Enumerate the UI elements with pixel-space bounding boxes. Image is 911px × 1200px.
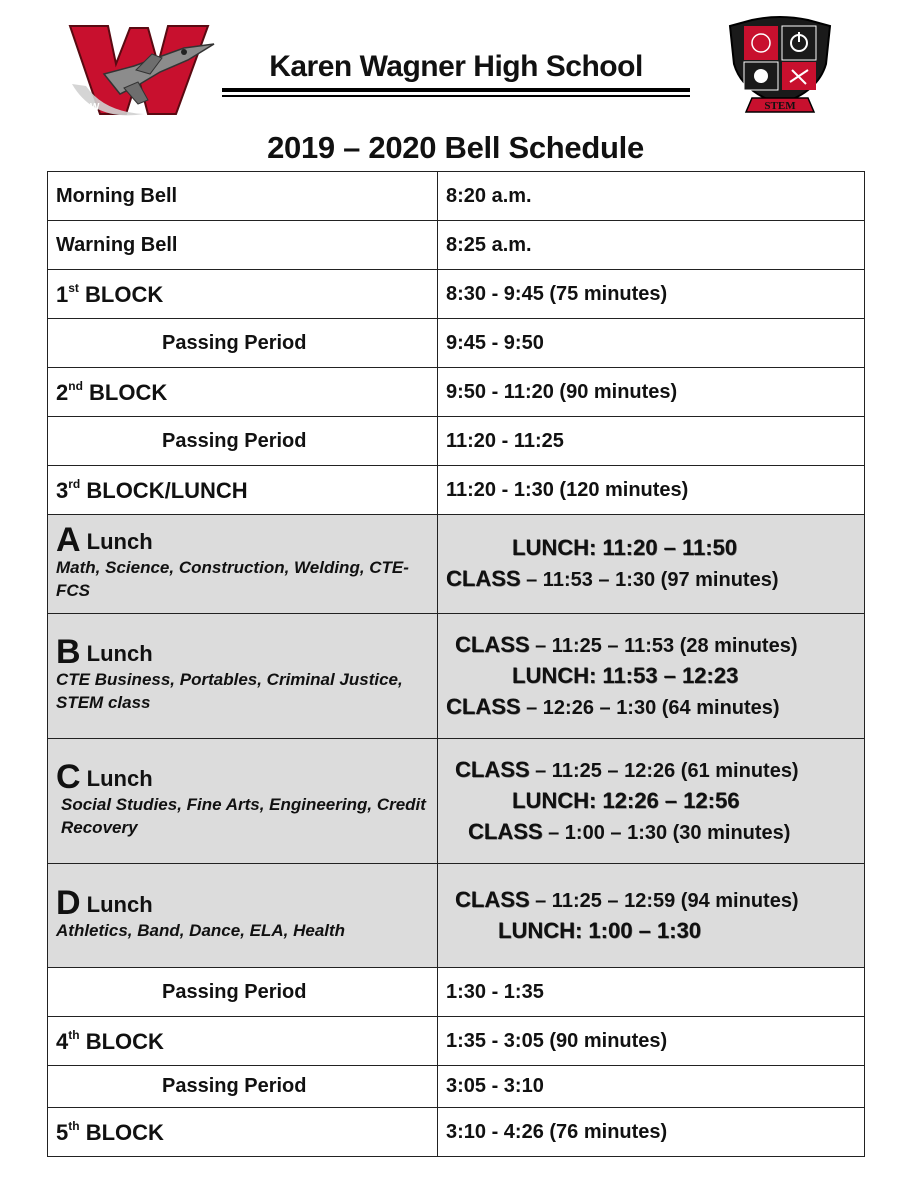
lunch-a-cell (48, 515, 438, 614)
lunch-a-title: A Lunch (56, 521, 153, 559)
schedule-title: 2019 – 2020 Bell Schedule (267, 130, 644, 165)
lunch-c-departments: Social Studies, Fine Arts, Engineering, Credit Recovery (61, 795, 426, 837)
w-jet-logo-icon (64, 14, 216, 122)
row-label: Passing Period (48, 417, 438, 466)
table-row (48, 221, 865, 270)
table-row (48, 739, 865, 864)
block-label: 3rd BLOCK/LUNCH (48, 466, 438, 515)
row-time: 1:35 - 3:05 (90 minutes) (438, 1017, 865, 1066)
title-underline (222, 88, 690, 92)
row-label: Passing Period (48, 968, 438, 1017)
block-label: 4th BLOCK (48, 1017, 438, 1066)
table-row (48, 466, 865, 515)
table-row (48, 864, 865, 968)
lunch-d-title: D Lunch (56, 884, 153, 922)
lunch-a-schedule: LUNCH: 11:20 – 11:50 CLASS – 11:53 – 1:30 (97 minutes) (438, 515, 865, 614)
lunch-b-departments: CTE Business, Portables, Criminal Justice, STEM class (56, 670, 403, 712)
row-time: 9:50 - 11:20 (90 minutes) (438, 368, 865, 417)
school-name: Karen Wagner High School (269, 50, 643, 83)
table-row (48, 172, 865, 221)
lunch-c-title: C Lunch (56, 758, 153, 796)
lunch-d-departments: Athletics, Band, Dance, ELA, Health (56, 921, 346, 940)
gear-icon (754, 69, 768, 83)
table-row (48, 968, 865, 1017)
lunch-b-title: B Lunch (56, 633, 153, 671)
table-row (48, 417, 865, 466)
block-label: 1st BLOCK (48, 270, 438, 319)
table-row (48, 614, 865, 739)
lunch-b-schedule: CLASS – 11:25 – 11:53 (28 minutes) LUNCH: 11:53 – 12:23 CLASS – 12:26 – 1:30 (64 minutes) (438, 614, 865, 739)
row-time: 3:05 - 3:10 (438, 1066, 865, 1108)
table-row (48, 515, 865, 614)
lunch-d-schedule: CLASS – 11:25 – 12:59 (94 minutes) LUNCH: 1:00 – 1:30 (438, 864, 865, 968)
block-label: 2nd BLOCK (48, 368, 438, 417)
crest-banner-text: STEM (764, 100, 796, 112)
row-time: 9:45 - 9:50 (438, 319, 865, 368)
logo-letter: W (90, 102, 100, 113)
table-row (48, 1066, 865, 1108)
table-row (48, 1017, 865, 1066)
lunch-b-cell (48, 614, 438, 739)
row-time: 11:20 - 1:30 (120 minutes) (438, 466, 865, 515)
row-time: 8:30 - 9:45 (75 minutes) (438, 270, 865, 319)
row-time: 8:20 a.m. (438, 172, 865, 221)
row-time: 8:25 a.m. (438, 221, 865, 270)
row-label: Passing Period (48, 1066, 438, 1108)
row-label: Morning Bell (48, 172, 438, 221)
lunch-a-departments: Math, Science, Construction, Welding, CTE-FCS (56, 558, 409, 600)
row-time: 3:10 - 4:26 (76 minutes) (438, 1108, 865, 1157)
lunch-c-cell (48, 739, 438, 864)
row-time: 1:30 - 1:35 (438, 968, 865, 1017)
row-label: Warning Bell (48, 221, 438, 270)
school-w-logo (64, 14, 216, 122)
table-row (48, 319, 865, 368)
table-row (48, 270, 865, 319)
table-row (48, 368, 865, 417)
title-underline-thin (222, 95, 690, 97)
lunch-c-schedule: CLASS – 11:25 – 12:26 (61 minutes) LUNCH: 12:26 – 12:56 CLASS – 1:00 – 1:30 (30 minutes) (438, 739, 865, 864)
table-row (48, 1108, 865, 1157)
bell-schedule-table (47, 171, 865, 1157)
row-time: 11:20 - 11:25 (438, 417, 865, 466)
row-label: Passing Period (48, 319, 438, 368)
crest-icon (722, 12, 838, 118)
block-label: 5th BLOCK (48, 1108, 438, 1157)
lunch-d-cell (48, 864, 438, 968)
stem-crest-logo (722, 12, 838, 118)
